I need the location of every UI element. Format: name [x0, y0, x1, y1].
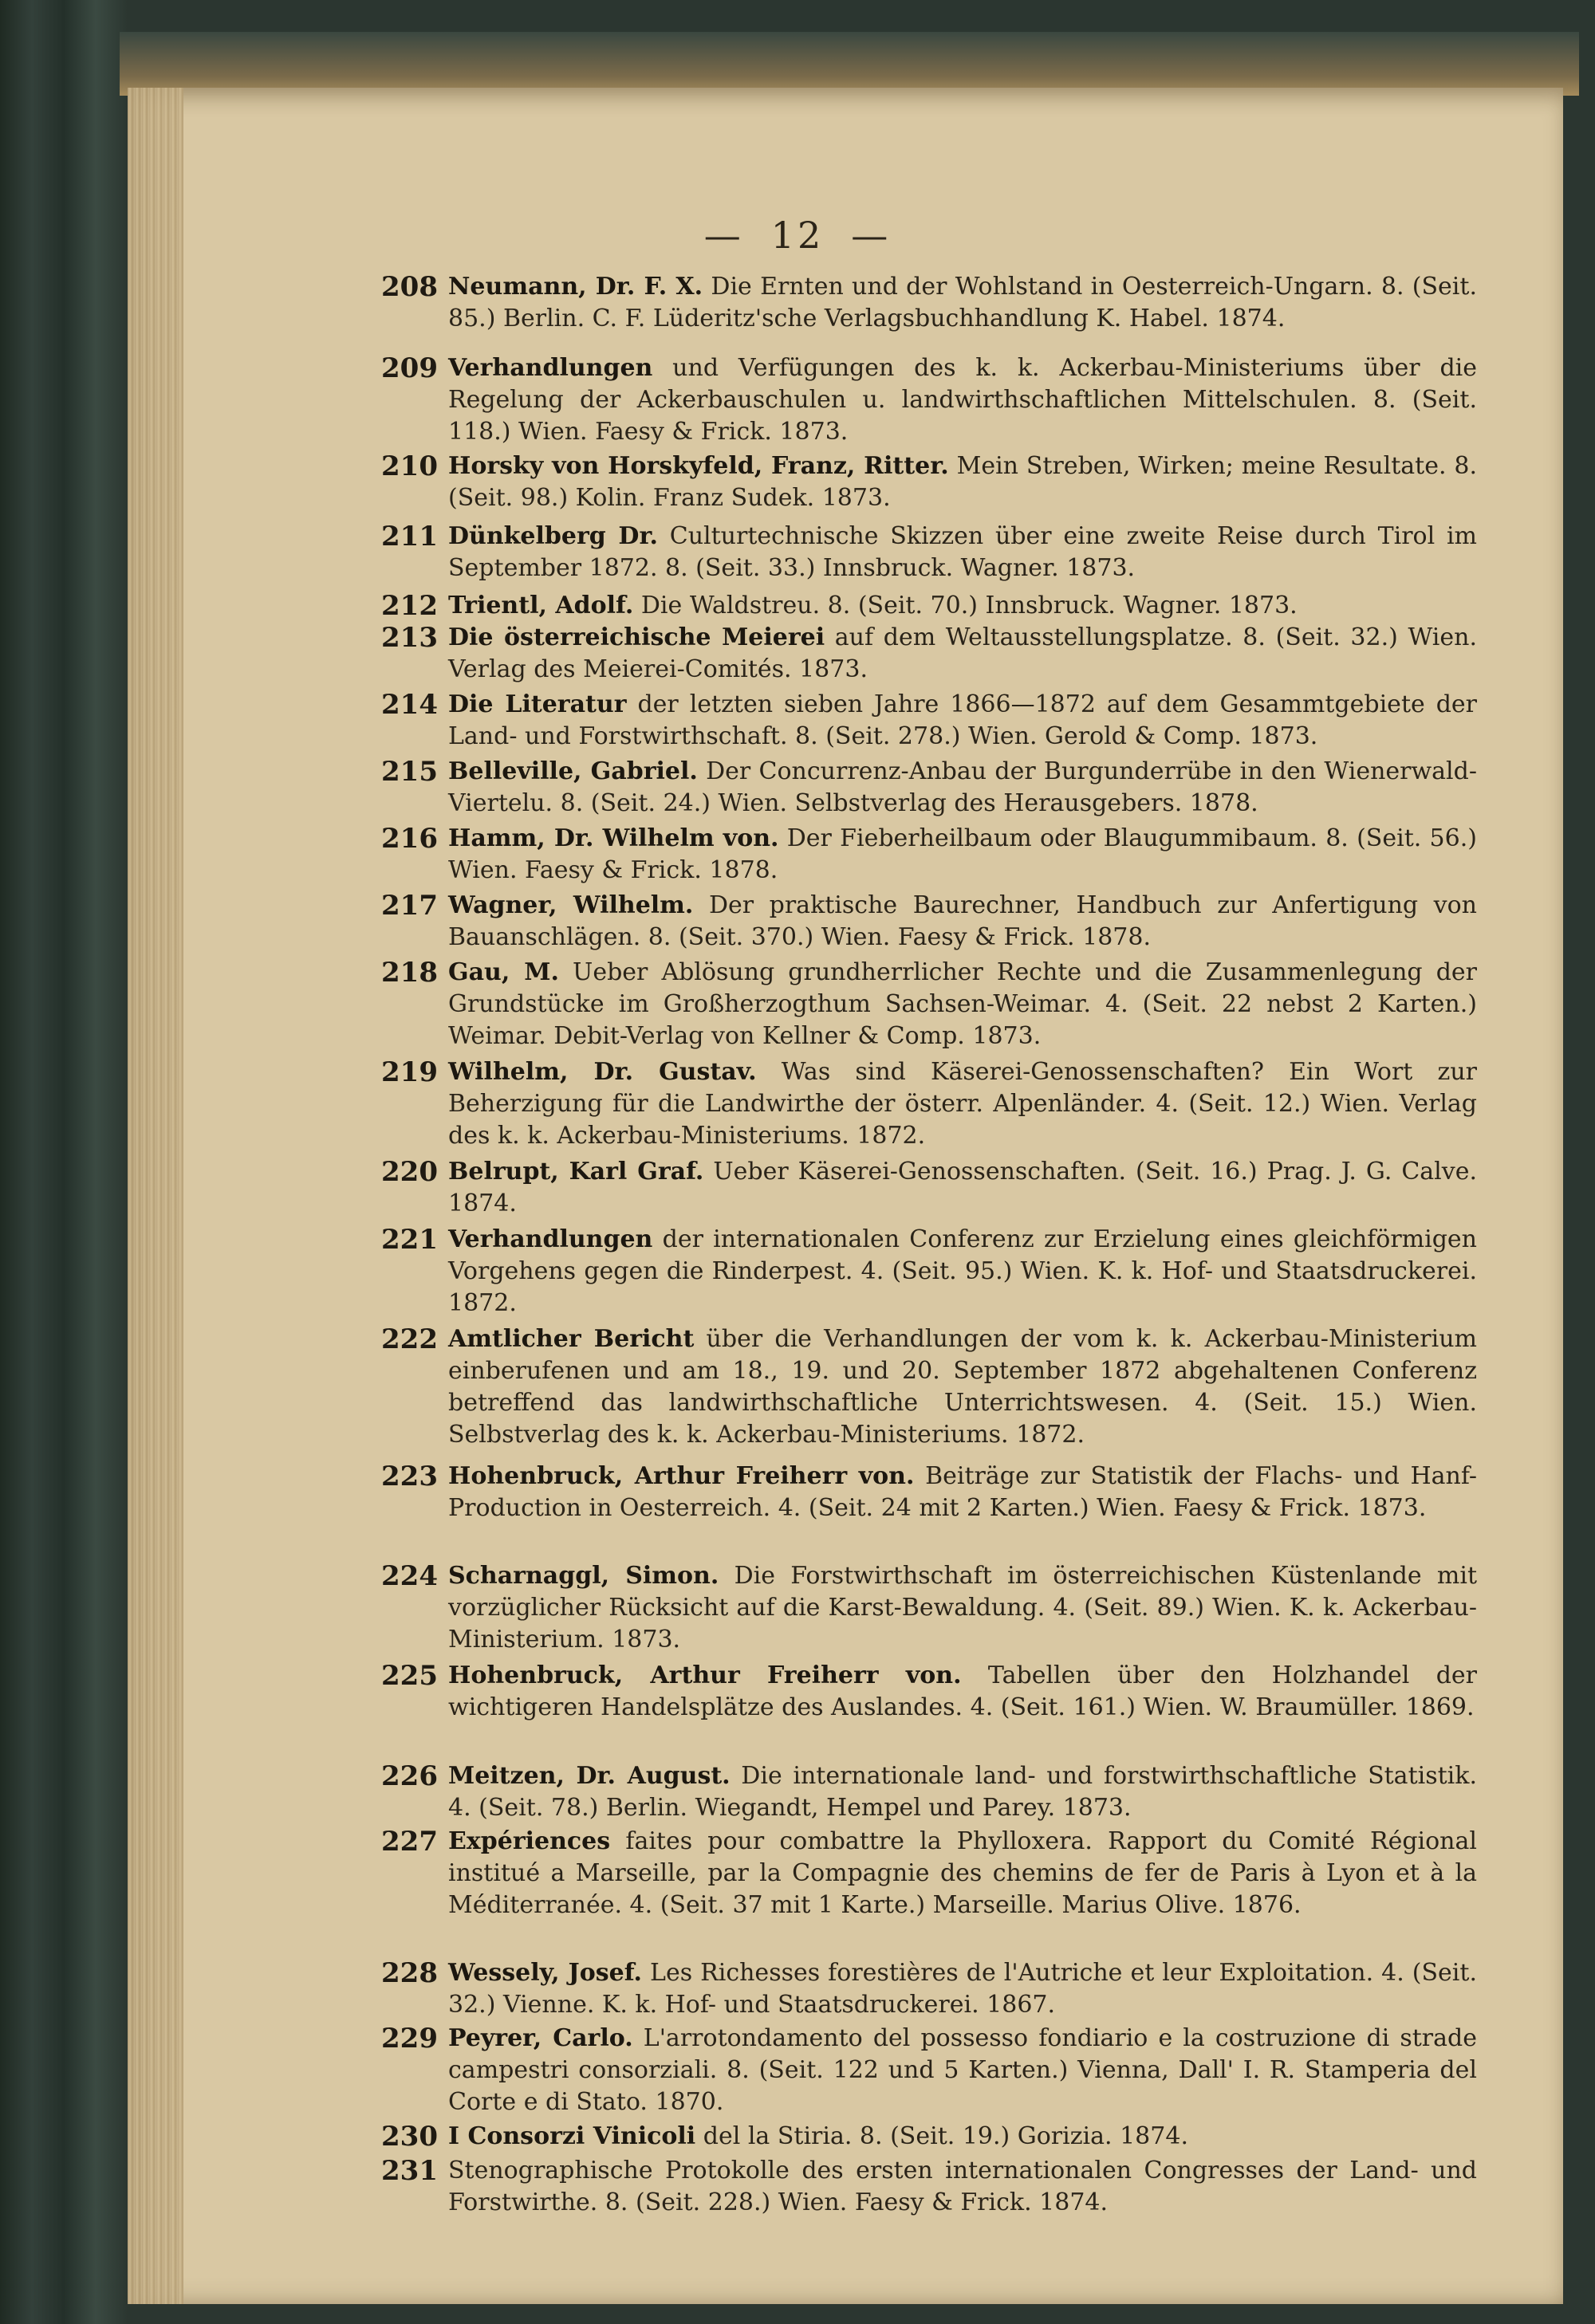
entry-number: 231 — [381, 2155, 438, 2187]
entry-text — [448, 1957, 1477, 2021]
page-number — [0, 214, 1595, 257]
entry-description: del la Stiria. 8. (Seit. 19.) Gorizia. 1874. — [703, 2122, 1188, 2150]
entry-author: Hohenbruck, Arthur Freiherr von. — [448, 1661, 962, 1689]
entry-number: 215 — [381, 756, 438, 788]
entry-number: 213 — [381, 622, 438, 654]
entry-description: Tabellen über den Holzhandel der wichtigeren Handelsplätze des Auslandes. 4. (Seit. 161.) Wien. W. Braumüller. 1869. — [448, 1661, 1478, 1721]
entry-description: der letzten sieben Jahre 1866—1872 auf dem Gesammtgebiete der Land- und Forstwirthschaft. 8. (Seit. 278.) Wien. Gerold & Comp. 1873. — [448, 690, 1477, 750]
entry-text — [448, 1224, 1477, 1319]
entry-author: Die Literatur — [448, 690, 627, 718]
entry-number: 225 — [381, 1660, 438, 1692]
entry-text — [448, 2155, 1477, 2219]
entry-author: Dünkelberg Dr. — [448, 522, 658, 550]
entry-text — [448, 957, 1477, 1052]
entry-number: 228 — [381, 1957, 438, 1989]
entry-author: Expériences — [448, 1827, 611, 1855]
entry-description: der internationalen Conferenz zur Erzielung eines gleichförmigen Vorgehens gegen die Rinderpest. 4. (Seit. 95.) Wien. K. k. Hof- und Staatsdruckerei. 1872. — [448, 1225, 1477, 1317]
entry-number: 217 — [381, 890, 438, 922]
entry-description: über die Verhandlungen der vom k. k. Ackerbau-Ministerium einberufenen und am 18., 19. und 20. September 1872 abgehaltenen Conferenz betreffend das landwirthschaftliche Unterrichtswesen. 4. (Seit. 15.) Wien. Selbstverlag des k. k. Ackerbau-Ministeriums. 1872. — [448, 1325, 1477, 1449]
entry-description: Ueber Ablösung grundherrlicher Rechte und die Zusammenlegung der Grundstücke im Großherzogthum Sachsen-Weimar. 4. (Seit. 22 nebst 2 Karten.) Weimar. Debit-Verlag von Kellner & Comp. 1873. — [448, 958, 1477, 1050]
entry-number: 223 — [381, 1461, 438, 1492]
entry-description: Die Ernten und der Wohlstand in Oesterreich-Ungarn. 8. (Seit. 85.) Berlin. C. F. Lüderitz'sche Verlagsbuchhandlung K. Habel. 1874. — [448, 273, 1477, 332]
entry-description: Der Concurrenz-Anbau der Burgunderrübe in den Wienerwald-Viertelu. 8. (Seit. 24.) Wien. Selbstverlag des Herausgebers. 1878. — [448, 757, 1477, 817]
entry-author: Belrupt, Karl Graf. — [448, 1158, 704, 1186]
entry-text — [448, 1560, 1477, 1656]
entry-text — [448, 2023, 1477, 2118]
entry-text — [448, 2121, 1477, 2153]
entry-author: Wessely, Josef. — [448, 1959, 642, 1987]
entry-description: L'arrotondamento del possesso fondiario e la costruzione di strade campestri consorziali. 8. (Seit. 122 und 5 Karten.) Vienna, Dall' I. R. Stamperia del Corte e di Stato. 1870. — [448, 2024, 1477, 2116]
entry-author: Wilhelm, Dr. Gustav. — [448, 1058, 757, 1086]
entry-number: 224 — [381, 1560, 438, 1592]
entry-number: 210 — [381, 450, 438, 482]
entry-description: Beiträge zur Statistik der Flachs- und Hanf-Production in Oesterreich. 4. (Seit. 24 mit 2 Karten.) Wien. Faesy & Frick. 1873. — [448, 1462, 1478, 1522]
entry-description: Die internationale land- und forstwirthschaftliche Statistik. 4. (Seit. 78.) Berlin. Wiegandt, Hempel und Parey. 1873. — [448, 1762, 1477, 1822]
entry-description: faites pour combattre la Phylloxera. Rapport du Comité Régional institué a Marseille, par la Compagnie des chemins de fer de Paris à Lyon et à la Méditerranée. 4. (Seit. 37 mit 1 Karte.) Marseille. Marius Olive. 1876. — [448, 1827, 1477, 1919]
entry-description: auf dem Weltausstellungsplatze. 8. (Seit. 32.) Wien. Verlag des Meierei-Comités. 1873. — [448, 623, 1477, 683]
entry-text — [448, 1323, 1477, 1451]
entry-text — [448, 1156, 1477, 1220]
entry-author: Neumann, Dr. F. X. — [448, 273, 703, 301]
entry-text — [448, 689, 1477, 753]
entry-text — [448, 271, 1477, 335]
entry-author: Trientl, Adolf. — [448, 592, 634, 619]
entry-number: 211 — [381, 521, 438, 552]
entry-number: 229 — [381, 2023, 438, 2055]
entry-number: 227 — [381, 1826, 438, 1858]
entry-number: 208 — [381, 271, 438, 303]
entry-author: Wagner, Wilhelm. — [448, 891, 694, 919]
entry-number: 216 — [381, 823, 438, 855]
entry-number: 221 — [381, 1224, 438, 1256]
entry-author: Hohenbruck, Arthur Freiherr von. — [448, 1462, 915, 1490]
page-stack-edges — [128, 88, 183, 2304]
entry-author: Horsky von Horskyfeld, Franz, Ritter. — [448, 452, 949, 480]
entry-text — [448, 756, 1477, 820]
entry-description: Stenographische Protokolle des ersten internationalen Congresses der Land- und Forstwirthe. 8. (Seit. 228.) Wien. Faesy & Frick. 1874. — [448, 2157, 1477, 2216]
entry-author: Die österreichische Meierei — [448, 623, 825, 651]
entry-number: 222 — [381, 1323, 438, 1355]
entry-description: und Verfügungen des k. k. Ackerbau-Ministeriums über die Regelung der Ackerbauschulen u. landwirthschaftlichen Mittelschulen. 8. (Seit. 118.) Wien. Faesy & Frick. 1873. — [448, 354, 1477, 446]
entry-number: 219 — [381, 1056, 438, 1088]
entry-text — [448, 890, 1477, 954]
entry-author: Verhandlungen — [448, 1225, 653, 1253]
entry-number: 226 — [381, 1760, 438, 1792]
entry-text — [448, 622, 1477, 686]
entry-description: Der Fieberheilbaum oder Blaugummibaum. 8. (Seit. 56.) Wien. Faesy & Frick. 1878. — [448, 824, 1477, 884]
entry-text — [448, 352, 1477, 448]
entry-description: Ueber Käserei-Genossenschaften. (Seit. 16.) Prag. J. G. Calve. 1874. — [448, 1158, 1478, 1217]
entry-author: Peyrer, Carlo. — [448, 2024, 633, 2052]
entry-text — [448, 450, 1477, 514]
entry-author: Belleville, Gabriel. — [448, 757, 698, 785]
book-cover-edge — [120, 32, 1579, 96]
entry-author: Gau, M. — [448, 958, 559, 986]
entry-number: 220 — [381, 1156, 438, 1188]
entry-text — [448, 823, 1477, 887]
entry-number: 218 — [381, 957, 438, 989]
entry-number: 212 — [381, 590, 438, 622]
entry-description: Les Richesses forestières de l'Autriche et leur Exploitation. 4. (Seit. 32.) Vienne. K. k. Hof- und Staatsdruckerei. 1867. — [448, 1959, 1477, 2019]
page-number-dash-left: — — [703, 214, 744, 257]
entry-author: Hamm, Dr. Wilhelm von. — [448, 824, 779, 852]
page-number-value: 12 — [770, 214, 825, 257]
entry-description: Die Forstwirthschaft im österreichischen Küstenlande mit vorzüglicher Rücksicht auf die Karst-Bewaldung. 4. (Seit. 89.) Wien. K. k. Ackerbau-Ministerium. 1873. — [448, 1562, 1477, 1654]
entry-number: 209 — [381, 352, 438, 384]
entry-text — [448, 521, 1477, 584]
entry-text — [448, 1760, 1477, 1824]
entry-author: Scharnaggl, Simon. — [448, 1562, 719, 1590]
entry-text — [448, 1461, 1477, 1524]
entry-text — [448, 1660, 1477, 1724]
entry-text — [448, 1826, 1477, 1921]
entry-number: 230 — [381, 2121, 438, 2153]
entry-author: Amtlicher Bericht — [448, 1325, 695, 1353]
entry-text — [448, 1056, 1477, 1152]
entry-description: Die Waldstreu. 8. (Seit. 70.) Innsbruck. Wagner. 1873. — [640, 592, 1298, 619]
entry-author: I Consorzi Vinicoli — [448, 2122, 696, 2150]
entry-text — [448, 590, 1477, 622]
entry-description: Was sind Käserei-Genossenschaften? Ein Wort zur Beherzigung für die Landwirthe der österr. Alpenländer. 4. (Seit. 12.) Wien. Verlag des k. k. Ackerbau-Ministeriums. 1872. — [448, 1058, 1477, 1150]
entry-author: Meitzen, Dr. August. — [448, 1762, 731, 1790]
entry-author: Verhandlungen — [448, 354, 653, 382]
entry-description: Culturtechnische Skizzen über eine zweite Reise durch Tirol im September 1872. 8. (Seit. 33.) Innsbruck. Wagner. 1873. — [448, 522, 1477, 582]
entry-number: 214 — [381, 689, 438, 721]
page-number-dash-right: — — [851, 214, 892, 257]
entry-description: Mein Streben, Wirken; meine Resultate. 8. (Seit. 98.) Kolin. Franz Sudek. 1873. — [448, 452, 1477, 512]
entry-description: Der praktische Baurechner, Handbuch zur Anfertigung von Bauanschlägen. 8. (Seit. 370.) Wien. Faesy & Frick. 1878. — [448, 891, 1477, 951]
